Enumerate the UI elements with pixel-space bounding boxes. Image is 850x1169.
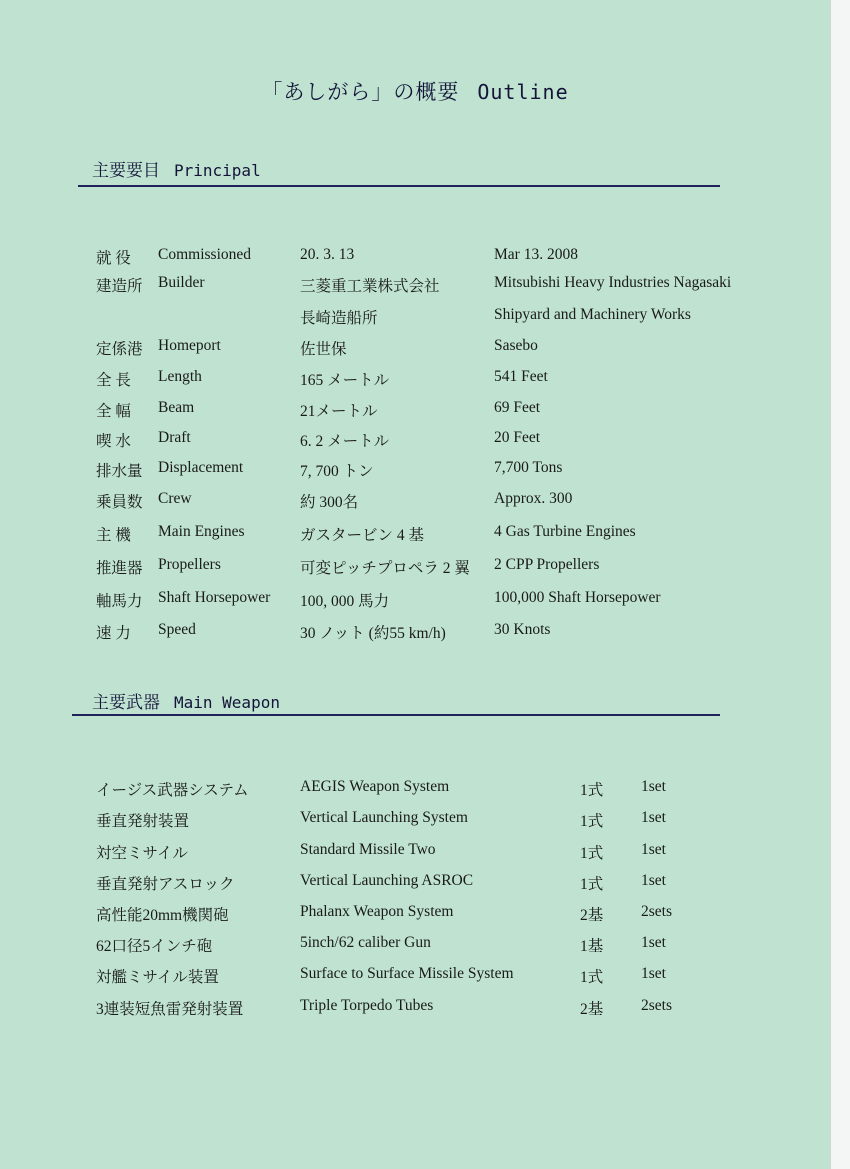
weapon-name-en: Phalanx Weapon System [300,903,454,920]
weapon-name-en: 5inch/62 caliber Gun [300,934,431,951]
label-ja: 速 力 [96,625,131,642]
weapons-heading-ja: 主要武器 [92,693,160,712]
weapon-qty-ja: 1式 [580,876,604,893]
principal-heading-ja: 主要要目 [92,161,160,180]
weapon-name-en: Surface to Surface Missile System [300,965,514,982]
label-en: Shaft Horsepower [158,589,271,606]
principal-row [0,399,830,425]
weapon-qty-ja: 1式 [580,813,604,830]
weapon-qty-ja: 1式 [580,969,604,986]
value-ja: 三菱重工業株式会社 [300,278,440,295]
label-en: Commissioned [158,246,252,263]
value-en: Shipyard and Machinery Works [494,306,691,323]
weapon-row [0,778,830,804]
weapon-name-ja: 垂直発射装置 [96,813,190,830]
page-title-ja: 「あしがら」の概要 [261,80,460,104]
principal-heading [92,156,261,181]
label-en: Draft [158,429,191,446]
weapon-qty-ja: 1式 [580,782,604,799]
label-ja: 排水量 [96,463,143,480]
value-ja: 長崎造船所 [300,310,378,327]
weapon-name-ja: 62口径5インチ砲 [96,938,213,955]
value-en: Mar 13. 2008 [494,246,578,263]
weapons-heading-en: Main Weapon [174,693,280,712]
value-en: 30 Knots [494,621,551,638]
label-en: Beam [158,399,195,416]
principal-row [0,337,830,363]
value-ja: 165 メートル [300,372,390,389]
value-ja: 6. 2 メートル [300,433,390,450]
page-edge [830,0,850,1169]
weapon-qty-en: 1set [641,809,666,826]
label-ja: 建造所 [96,278,143,295]
weapon-qty-en: 1set [641,841,666,858]
weapons-divider [72,714,720,716]
weapon-name-ja: イージス武器システム [96,782,249,799]
weapon-name-ja: 高性能20mm機関砲 [96,907,229,924]
principal-row [0,490,830,516]
principal-row [0,306,830,332]
label-en: Length [158,368,202,385]
label-en: Main Engines [158,523,245,540]
value-en: Mitsubishi Heavy Industries Nagasaki [494,274,732,291]
principal-row [0,459,830,485]
weapon-name-ja: 対艦ミサイル装置 [96,969,219,986]
weapon-name-en: Triple Torpedo Tubes [300,997,434,1014]
weapon-row [0,997,830,1023]
page-title [0,76,830,106]
label-ja: 軸馬力 [96,593,143,610]
label-en: Displacement [158,459,244,476]
weapon-qty-en: 1set [641,934,666,951]
label-ja: 乗員数 [96,494,143,511]
page-title-en: Outline [477,80,569,104]
value-en: 100,000 Shaft Horsepower [494,589,661,606]
weapon-row [0,809,830,835]
weapon-qty-en: 1set [641,965,666,982]
principal-row [0,246,830,272]
value-en: 69 Feet [494,399,541,416]
weapon-name-en: AEGIS Weapon System [300,778,450,795]
weapon-name-ja: 垂直発射アスロック [96,876,235,893]
label-en: Speed [158,621,196,638]
label-en: Propellers [158,556,221,573]
weapon-row [0,934,830,960]
label-ja: 定係港 [96,341,143,358]
weapon-name-ja: 対空ミサイル [96,845,188,862]
value-en: Approx. 300 [494,490,573,507]
value-en: 7,700 Tons [494,459,563,476]
value-ja: ガスタービン 4 基 [300,527,425,544]
value-en: 20 Feet [494,429,541,446]
label-en: Homeport [158,337,221,354]
label-ja: 就 役 [96,250,131,267]
weapon-qty-en: 2sets [641,903,672,920]
weapon-row [0,872,830,898]
weapon-qty-en: 2sets [641,997,672,1014]
principal-row [0,523,830,549]
principal-heading-en: Principal [174,161,261,180]
value-en: 541 Feet [494,368,548,385]
label-ja: 主 機 [96,527,131,544]
value-ja: 21メートル [300,403,378,420]
principal-row [0,589,830,615]
principal-divider [78,185,720,187]
value-en: 4 Gas Turbine Engines [494,523,636,540]
principal-row [0,368,830,394]
weapon-name-en: Vertical Launching System [300,809,468,826]
label-en: Crew [158,490,192,507]
weapon-name-en: Standard Missile Two [300,841,436,858]
value-en: Sasebo [494,337,538,354]
weapon-qty-ja: 1基 [580,938,604,955]
value-ja: 30 ノット (約55 km/h) [300,625,446,642]
weapon-qty-ja: 2基 [580,907,604,924]
weapon-row [0,841,830,867]
weapon-row [0,965,830,991]
principal-row [0,556,830,582]
value-ja: 佐世保 [300,341,347,358]
weapon-qty-ja: 2基 [580,1001,604,1018]
label-en: Builder [158,274,205,291]
value-ja: 約 300名 [300,494,359,511]
principal-row [0,621,830,647]
principal-row [0,274,830,300]
weapon-name-ja: 3連装短魚雷発射装置 [96,1001,244,1018]
weapons-heading [92,688,280,713]
principal-row [0,429,830,455]
weapon-qty-en: 1set [641,872,666,889]
value-ja: 100, 000 馬力 [300,593,390,610]
weapon-qty-ja: 1式 [580,845,604,862]
value-en: 2 CPP Propellers [494,556,600,573]
label-ja: 全 幅 [96,403,131,420]
value-ja: 7, 700 トン [300,463,374,480]
weapon-qty-en: 1set [641,778,666,795]
label-ja: 全 長 [96,372,131,389]
weapon-row [0,903,830,929]
label-ja: 推進器 [96,560,143,577]
label-ja: 喫 水 [96,433,131,450]
value-ja: 20. 3. 13 [300,246,355,263]
value-ja: 可変ピッチプロペラ 2 翼 [300,560,470,577]
weapon-name-en: Vertical Launching ASROC [300,872,474,889]
